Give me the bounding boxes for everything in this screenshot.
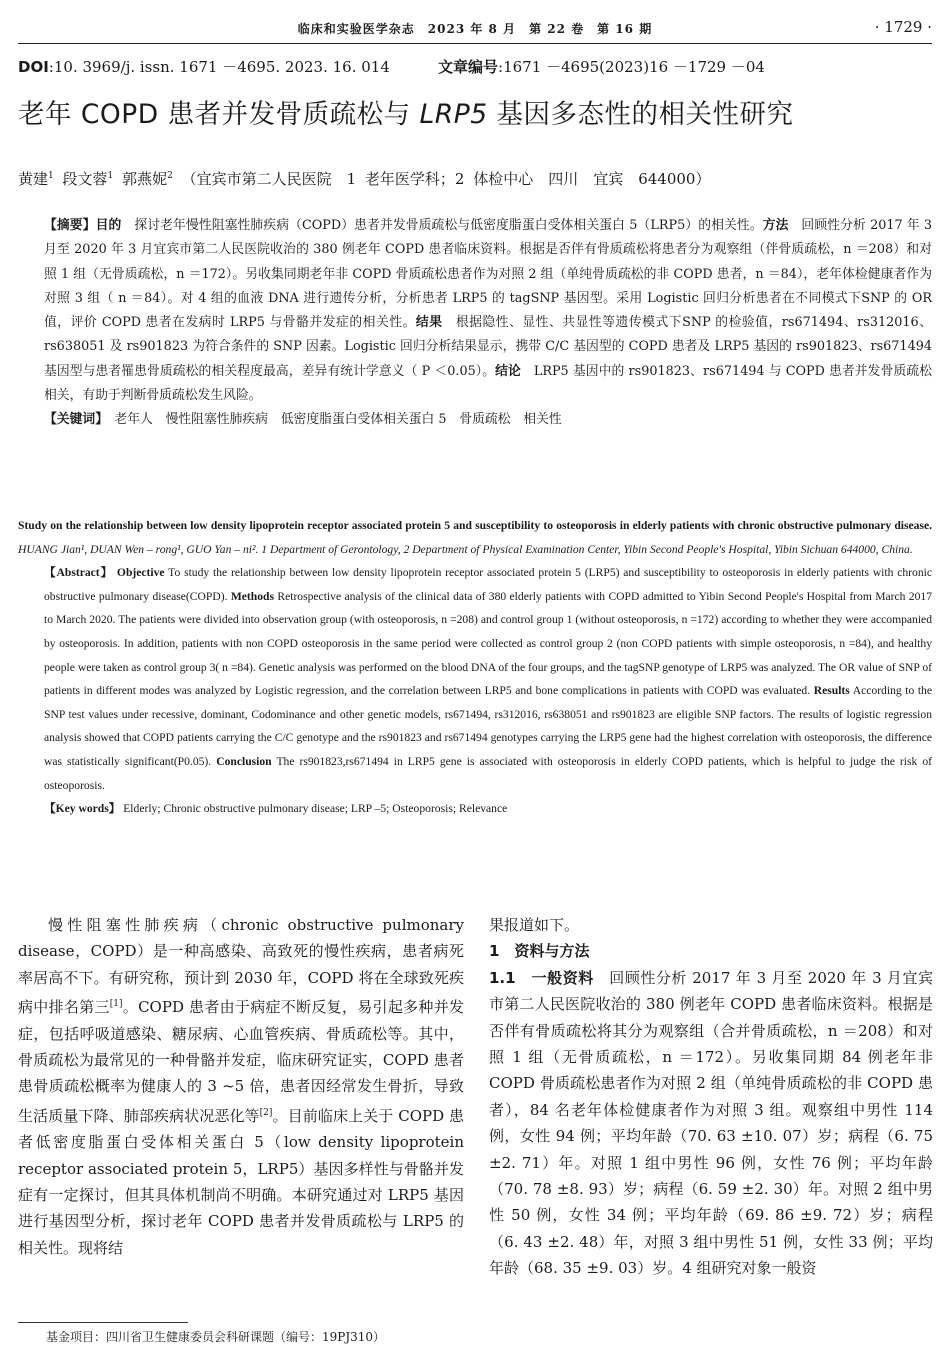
intro-text-2: 。COPD 患者由于病症不断反复，易引起多种并发症，包括呼吸道感染、糖尿病、心血管疾病、骨质疏松等。其中，骨质疏松为最常见的一种骨骼并发症，临床研究证实，COPD 患者患骨质疏松概率为健康人的 3 ~5 倍，患者因经常发生骨折，导致生活质量下降、肺部疾病状况恶化等 xyxy=(18,998,464,1125)
results-text-cn: 根据隐性、显性、共显性等遗传模式下SNP 的检验值，rs671494、rs312016、rs638051 及 rs901823 为符合条件的 SNP 因素。Logistic 回归分析结果显示，携带 C/C 基因型的 COPD 患者及 LRP5 基因的 rs901823、rs671494 基因型与患者罹患骨质疏松的相关程度最高，差异有统计学意义（ P ＜0.05）。 xyxy=(44,315,933,379)
subsection-heading-1-1: 1.1 一般资料 xyxy=(489,968,594,987)
results-label-cn: 结果 xyxy=(415,315,443,331)
doi-label: DOI xyxy=(18,58,49,76)
keywords-cn xyxy=(18,408,932,432)
results-label-en: Results xyxy=(813,684,850,698)
doi-value: :10. 3969/j. issn. 1671 －4695. 2023. 16. 014 xyxy=(48,58,390,76)
general-data-paragraph xyxy=(489,965,933,1282)
keywords-text-cn: 老年人 慢性阻塞性肺疾病 低密度脂蛋白受体相关蛋白 5 骨质疏松 相关性 xyxy=(101,412,562,428)
english-authors: HUANG Jian¹, DUAN Wen – rong¹, GUO Yan – ni². 1 Department of Gerontology, 2 Department of Physical Examination Center, Yibin Second People's Hospital, Yibin Sichuan 644000, China. xyxy=(18,542,913,556)
conclusion-text-cn: LRP5 基因中的 rs901823、rs671494 与 COPD 患者并发骨质疏松相关，有助于判断骨质疏松发生风险。 xyxy=(44,363,933,404)
section-heading-1: 1 资料与方法 xyxy=(489,942,590,961)
results-text-en: According to the SNP test values under recessive, dominant, Codominance and other genetic models, rs671494, rs312016, rs638051 and rs901823 are eligible SNP factors. The results of logistic regression analysis showed that COPD patients carrying the C/C genotype and the rs901823 and rs671494 genotypes carrying the LRP5 gene had the highest correlation with osteoporosis, the difference was statistically significant(P0.05). xyxy=(44,684,932,768)
objective-label-en: Objective xyxy=(116,566,165,580)
keywords-en xyxy=(18,797,932,821)
footnote-rule xyxy=(18,1322,188,1323)
keywords-label-en: 【Key words】 xyxy=(44,802,121,816)
objective-label-cn: 目的 xyxy=(95,218,122,233)
running-header xyxy=(18,18,932,40)
author-2-affil: 1 xyxy=(107,171,114,181)
intro-text-1: 慢性阻塞性肺疾病（chronic obstructive pulmonary disease，COPD）是一种高感染、高致死的慢性疾病，患者病死率居高不下。有研究称，预计到 2030 年，COPD 将在全球致死疾病中排名第三 xyxy=(18,916,464,1017)
page-number: · 1729 · xyxy=(874,18,932,36)
article-title xyxy=(18,92,932,131)
chinese-abstract-body xyxy=(18,214,932,408)
header-rule xyxy=(18,43,932,44)
title-gene: LRP5 xyxy=(419,99,488,130)
title-part-1: 老年 COPD 患者并发骨质疏松与 xyxy=(18,99,420,130)
objective-text-en: To study the relationship between low density lipoprotein receptor associated protein 5 (LRP5) and susceptibility to osteoporosis in elderly patients with chronic obstructive pulmonary disease(COPD). xyxy=(44,566,933,603)
abstract-label-en: 【Abstract】 xyxy=(44,566,114,580)
conclusion-text-en: The rs901823,rs671494 in LRP5 gene is associated with osteoporosis in elderly COPD patients, which is helpful to judge the risk of osteoporosis. xyxy=(44,754,933,792)
affiliation: （宜宾市第二人民医院 1 老年医学科；2 体检中心 四川 宜宾 644000） xyxy=(181,170,711,188)
conclusion-label-en: Conclusion xyxy=(216,754,272,768)
title-part-2: 基因多态性的相关性研究 xyxy=(487,99,794,130)
english-title: Study on the relationship between low density lipoprotein receptor associated protein 5 and susceptibility to osteoporosis in elderly patients with chronic obstructive pulmonary disease. xyxy=(18,519,932,532)
methods-text-cn: 回顾性分析 2017 年 3 月至 2020 年 3 月宜宾市第二人民医院收治的 380 例老年 COPD 患者临床资料。根据是否伴有骨质疏松将患者分为观察组（伴骨质疏松，n ＝208）和对照 1 组（无骨质疏松，n ＝172）。另收集同期老年非 COPD 骨质疏松患者作为对照 2 组（单纯骨质疏松的非 COPD 患者，n ＝84），老年体检健康者作为对照 3 组（ n ＝84）。对 4 组的血液 DNA 进行遗传分析，分析患者 LRP5 的 tagSNP 基因型。采用 Logistic 回归分析患者在不同模式下SNP 的 OR 值，评价 COPD 患者在发病时 LRP5 与骨骼并发症的相关性。 xyxy=(44,218,933,331)
author-1-affil: 1 xyxy=(48,171,54,181)
methods-label-en: Methods xyxy=(230,589,274,603)
general-data-text: 回顾性分析 2017 年 3 月至 2020 年 3 月宜宾市第二人民医院收治的 380 例老年 COPD 患者临床资料。根据是否伴有骨质疏松将其分为观察组（合并骨质疏松，n ＝208）和对照 1 组（无骨质疏松，n ＝172）。另收集同期 84 例老年非 COPD 骨质疏松患者作为对照 2 组（单纯骨质疏松的非 COPD 患者），84 名老年体检健康者作为对照 3 组。观察组中男性 114 例，女性 94 例；平均年龄（70. 63 ±10. 07）岁；病程（6. 75 ±2. 71）年。对照 1 组中男性 96 例，女性 76 例；平均年龄（70. 78 ±8. 93）岁；病程（6. 59 ±2. 30）年。对照 2 组中男性 50 例，女性 34 例；平均年龄（69. 86 ±9. 72）岁；病程（6. 43 ±2. 48）年，对照 3 组中男性 51 例，女性 33 例；平均年龄（68. 35 ±9. 03）岁。4 组研究对象一般资 xyxy=(489,968,933,1278)
citation-2: [2] xyxy=(259,1107,273,1118)
author-1: 黄建 xyxy=(18,170,49,188)
author-3: 郭燕妮 xyxy=(122,170,168,188)
english-title-block xyxy=(18,514,932,561)
journal-info: 临床和实验医学杂志 2023 年 8 月 第 22 卷 第 16 期 xyxy=(297,22,653,36)
methods-label-cn: 方法 xyxy=(762,218,789,233)
body-column-right xyxy=(489,912,933,1282)
article-number xyxy=(438,56,765,77)
funding-footnote: 基金项目：四川省卫生健康委员会科研课题（编号：19PJ310） xyxy=(46,1330,386,1344)
doi-line xyxy=(18,56,932,77)
intro-text-3: 。目前临床上关于 COPD 患者低密度脂蛋白受体相关蛋白 5（low density lipoprotein receptor associated protein 5，LRP5）基因多样性与骨骼并发症有一定探讨，但其具体机制尚不明确。本研究通过对 LRP5 基因进行基因型分析，探讨老年 COPD 患者并发骨质疏松与 LRP5 的相关性。现将结 xyxy=(18,1106,464,1257)
author-line xyxy=(18,168,932,189)
methods-text-en: Retrospective analysis of the clinical data of 380 elderly patients with COPD admitted to Yibin Second People's Hospital from March 2017 to March 2020. The patients were divided into observation group (with osteoporosis, n =208) and control group 1 (without osteoporosis, n =172) according to whether they were accompanied by osteoporosis. In addition, patients with non COPD osteoporosis in the same period were collected as control group 2 (non COPD patients with simple osteoporosis, n =84), and healthy people were taken as control group 3( n =84). Genetic analysis was performed on the blood DNA of the four groups, and the tagSNP genotype of LRP5 was analyzed. The OR value of SNP of patients in different modes was analyzed by Logistic regression, and the correlation between LRP5 and bone complications in patients with COPD was evaluated. xyxy=(44,589,932,698)
keywords-text-en: Elderly; Chronic obstructive pulmonary disease; LRP –5; Osteoporosis; Relevance xyxy=(120,802,508,816)
citation-1: [1] xyxy=(109,999,123,1010)
intro-paragraph xyxy=(18,912,464,1261)
intro-continuation: 果报道如下。 xyxy=(489,916,580,934)
keywords-label-cn: 【关键词】 xyxy=(44,412,102,428)
author-3-affil: 2 xyxy=(167,171,173,181)
english-abstract xyxy=(18,514,932,821)
english-abstract-body xyxy=(18,561,932,797)
body-column-left xyxy=(18,912,464,1261)
objective-text-cn: 探讨老年慢性阻塞性肺疾病（COPD）患者并发骨质疏松与低密度脂蛋白受体相关蛋白 5（LRP5）的相关性。 xyxy=(121,218,763,233)
article-number-value: :1671 －4695(2023)16 －1729 －04 xyxy=(498,58,765,76)
chinese-abstract xyxy=(18,214,932,433)
author-2: 段文蓉 xyxy=(62,170,108,188)
article-number-label: 文章编号 xyxy=(438,58,499,76)
abstract-label-cn: 【摘要】 xyxy=(44,218,96,233)
conclusion-label-cn: 结论 xyxy=(495,363,521,379)
